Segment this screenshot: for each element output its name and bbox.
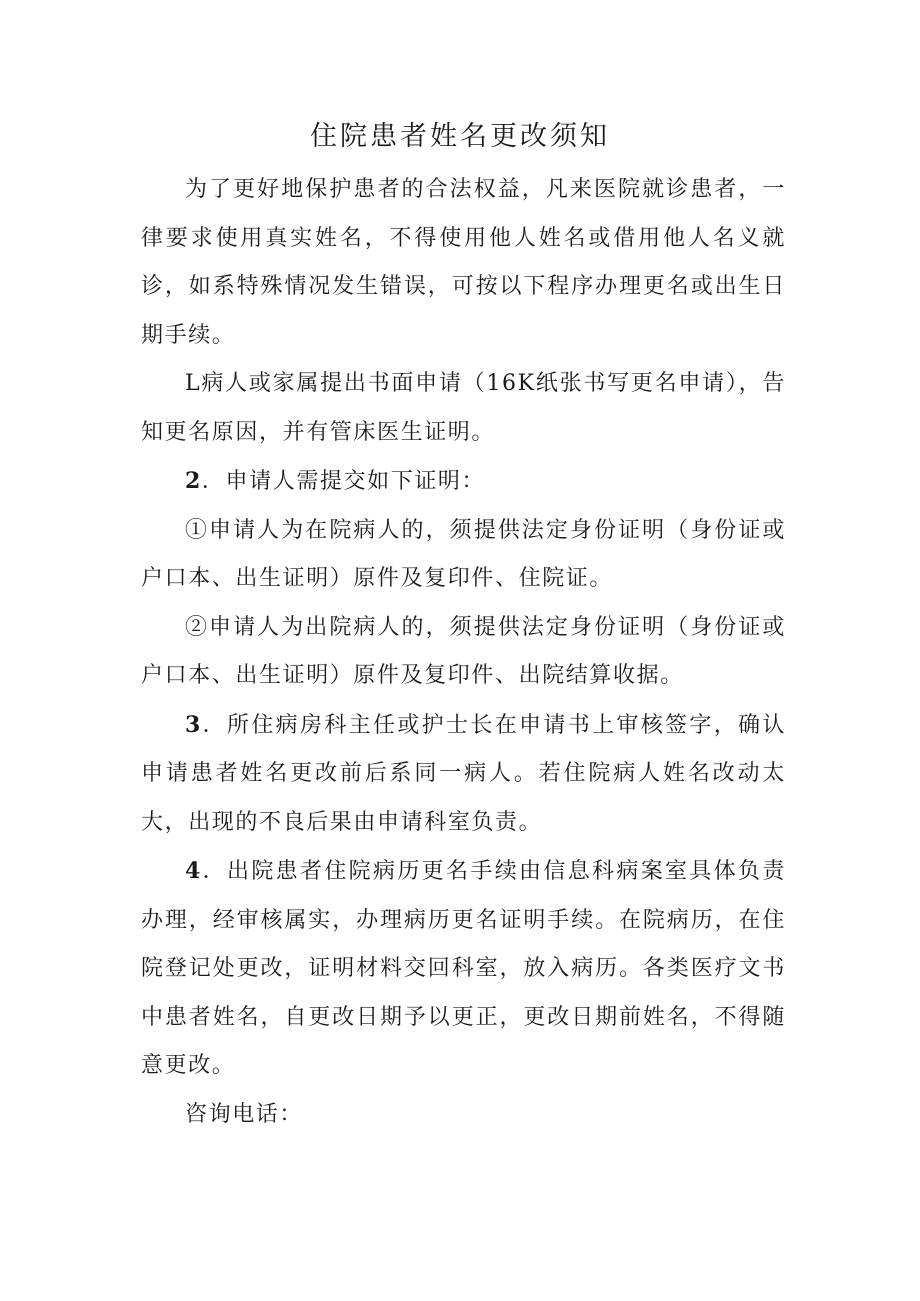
item-3-text: ．所住病房科主任或护士长在申请书上审核签字，确认申请患者姓名更改前后系同一病人。若住院病人姓名改动太大，出现的不良后果由申请科室负责。 xyxy=(141,712,786,835)
item-2-number: 2 xyxy=(185,468,202,494)
page-title: 住院患者姓名更改须知 xyxy=(310,121,610,152)
contact-phone-label: 咨询电话： xyxy=(185,1101,304,1127)
item-2-text: ．申请人需提交如下证明： xyxy=(201,469,486,494)
item-4-number: 4 xyxy=(185,858,202,884)
item-3-paragraph xyxy=(141,701,786,848)
item-1-paragraph: L病人或家属提出书面申请（16K纸张书写更名申请），告知更名原因，并有管床医生证明。 xyxy=(141,371,786,445)
item-4-paragraph xyxy=(141,847,786,1091)
item-2-paragraph xyxy=(141,457,786,507)
document-body xyxy=(141,166,786,1139)
intro-paragraph: 为了更好地保护患者的合法权益，凡来医院就诊患者，一律要求使用真实姓名，不得使用他人姓名或借用他人名义就诊，如系特殊情况发生错误，可按以下程序办理更名或出生日期手续。 xyxy=(141,177,786,348)
item-3-number: 3 xyxy=(185,711,202,738)
sub-item-1-paragraph: ①申请人为在院病人的，须提供法定身份证明（身份证或户口本、出生证明）原件及复印件、住院证。 xyxy=(141,517,786,591)
item-4-text: ．出院患者住院病历更名手续由信息科病案室具体负责办理，经审核属实，办理病历更名证明手续。在院病历，在住院登记处更改，证明材料交回科室，放入病历。各类医疗文书中患者姓名，自更改日期予以更正，更改日期前姓名，不得随意更改。 xyxy=(141,859,786,1078)
sub-item-2-paragraph: ②申请人为出院病人的，须提供法定身份证明（身份证或户口本、出生证明）原件及复印件、出院结算收据。 xyxy=(141,614,786,688)
